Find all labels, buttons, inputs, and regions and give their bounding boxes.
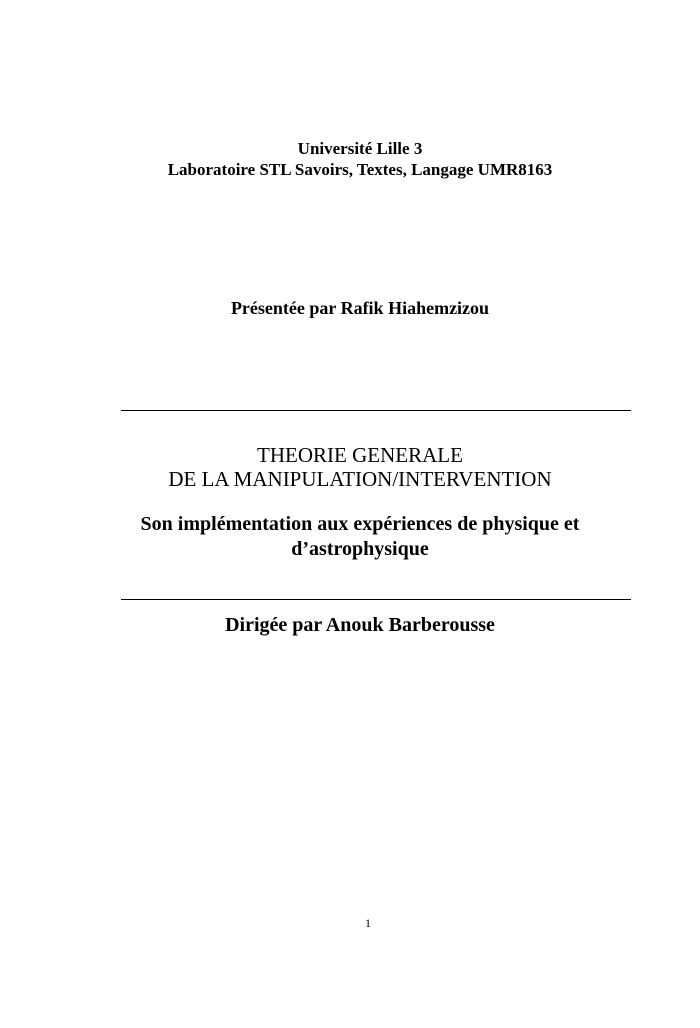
directed-by: Dirigée par Anouk Barberousse xyxy=(225,614,495,636)
thesis-subtitle-line-1: Son implémentation aux expériences de physique et xyxy=(140,513,580,535)
presented-by: Présentée par Rafik Hiahemzizou xyxy=(230,298,490,318)
thesis-title-line-2: DE LA MANIPULATION/INTERVENTION xyxy=(168,467,552,491)
page-number: 1 xyxy=(365,916,371,930)
university-name: Université Lille 3 xyxy=(297,139,423,158)
thesis-subtitle-line-2: d’astrophysique xyxy=(291,538,429,560)
top-divider xyxy=(121,410,631,411)
thesis-title-line-1: THEORIE GENERALE xyxy=(257,443,463,467)
bottom-divider xyxy=(121,599,631,600)
laboratory-name: Laboratoire STL Savoirs, Textes, Langage UMR8163 xyxy=(167,160,553,179)
